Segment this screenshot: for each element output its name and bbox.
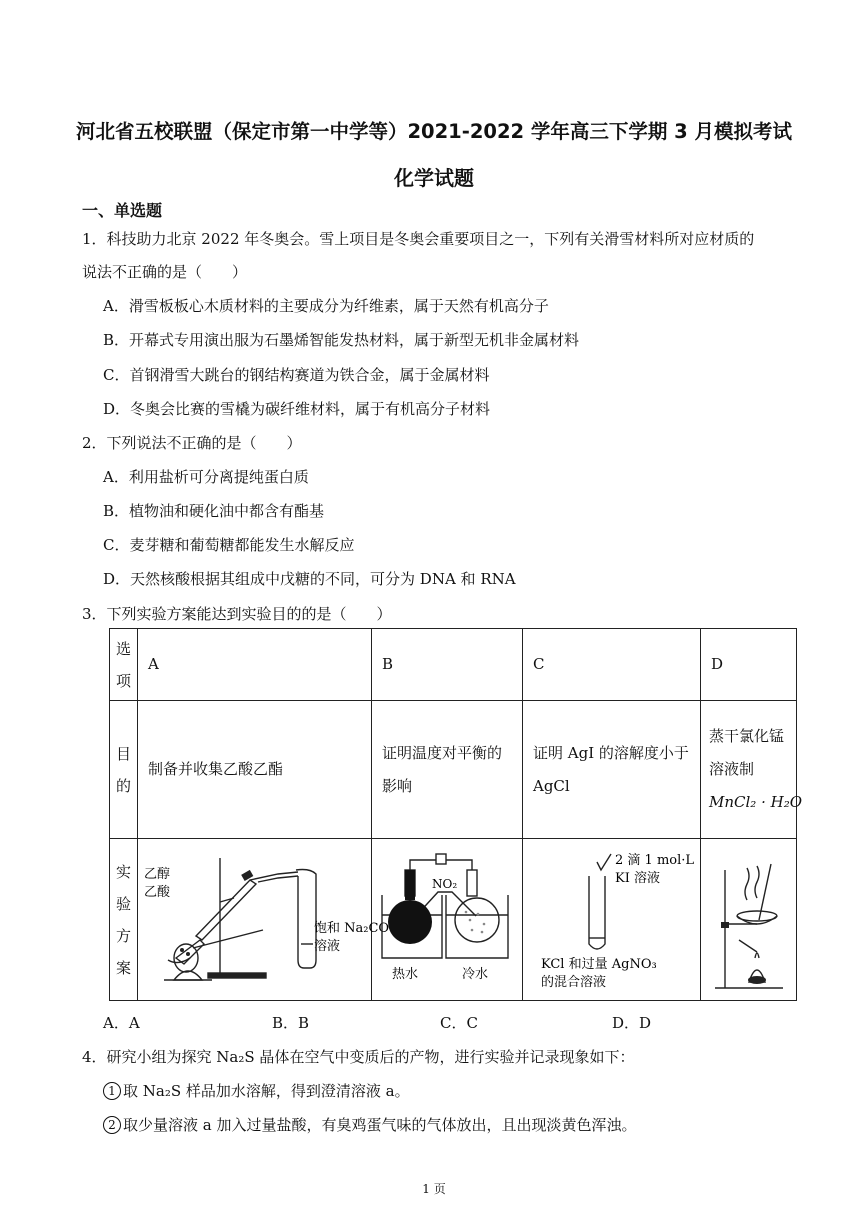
purpose-b: 证明温度对平衡的 影响 xyxy=(372,701,523,839)
svg-text:热水: 热水 xyxy=(392,966,419,982)
q3-answer-a: A．A xyxy=(103,1014,140,1032)
svg-text:乙酸: 乙酸 xyxy=(144,884,171,900)
q3-stem: 3．下列实验方案能达到实验目的的是（ ） xyxy=(82,605,392,623)
q2-stem: 2．下列说法不正确的是（ ） xyxy=(82,434,302,452)
step-number-badge: 1 xyxy=(103,1082,121,1100)
row-header-purpose: 目 的 xyxy=(110,701,138,839)
svg-text:的混合溶液: 的混合溶液 xyxy=(541,974,607,990)
q2-option-a: A．利用盐析可分离提纯蛋白质 xyxy=(103,468,309,486)
svg-text:冷水: 冷水 xyxy=(462,966,489,982)
q1-option-d: D．冬奥会比赛的雪橇为碳纤维材料，属于有机高分子材料 xyxy=(103,400,491,418)
column-c-header: C xyxy=(523,629,701,701)
column-d-header: D xyxy=(701,629,797,701)
q1-stem-line2: 说法不正确的是（ ） xyxy=(82,263,248,281)
row-header-scheme: 实 验 方 案 xyxy=(110,839,138,1001)
ester-apparatus-figure xyxy=(138,840,390,1000)
scheme-c xyxy=(523,839,701,1001)
document-title: 河北省五校联盟（保定市第一中学等）2021-2022 学年高三下学期 3 月模拟考试 xyxy=(75,120,793,143)
no2-flasks-figure xyxy=(372,840,523,1000)
column-b-header: B xyxy=(372,629,523,701)
section-heading: 一、单选题 xyxy=(82,201,163,220)
q2-option-b: B．植物油和硬化油中都含有酯基 xyxy=(103,502,325,520)
document-subtitle: 化学试题 xyxy=(394,166,474,190)
q3-experiment-table xyxy=(109,628,803,1001)
page-footer: 1 页 xyxy=(422,1182,446,1196)
test-tube-figure xyxy=(523,840,701,1000)
q4-step-1: 1 取 Na₂S 样品加水溶解，得到澄清溶液 a。 xyxy=(103,1080,410,1101)
q2-option-c: C．麦芽糖和葡萄糖都能发生水解反应 xyxy=(103,536,355,554)
svg-text:乙醇: 乙醇 xyxy=(144,866,171,882)
svg-text:NO₂: NO₂ xyxy=(432,876,458,891)
evaporation-figure xyxy=(701,840,797,1000)
svg-text:饱和 Na₂CO: 饱和 Na₂CO xyxy=(314,920,390,936)
column-a-header: A xyxy=(138,629,372,701)
q4-stem: 4．研究小组为探究 Na₂S 晶体在空气中变质后的产物，进行实验并记录现象如下： xyxy=(82,1048,635,1066)
scheme-b xyxy=(372,839,523,1001)
scheme-a xyxy=(138,839,390,1001)
q2-option-d: D．天然核酸根据其组成中戊糖的不同，可分为 DNA 和 RNA xyxy=(103,570,516,588)
scheme-d xyxy=(701,839,797,1001)
q1-option-a: A．滑雪板板心木质材料的主要成分为纤维素，属于天然有机高分子 xyxy=(103,297,549,315)
svg-text:溶液: 溶液 xyxy=(314,938,341,954)
q1-option-c: C．首钢滑雪大跳台的钢结构赛道为铁合金，属于金属材料 xyxy=(103,366,490,384)
q4-step-2: 2 取少量溶液 a 加入过量盐酸，有臭鸡蛋气味的气体放出，且出现淡黄色浑浊。 xyxy=(103,1114,636,1135)
table-row-purpose xyxy=(110,701,797,839)
svg-text:2 滴 1 mol·L: 2 滴 1 mol·L xyxy=(615,852,695,868)
purpose-a: 制备并收集乙酸乙酯 xyxy=(138,701,372,839)
purpose-c: 证明 AgI 的溶解度小于 AgCl xyxy=(523,701,701,839)
q3-answer-c: C．C xyxy=(440,1014,478,1032)
svg-text:KCl 和过量 AgNO₃: KCl 和过量 AgNO₃ xyxy=(541,956,657,972)
q1-stem-line1: 1．科技助力北京 2022 年冬奥会。雪上项目是冬奥会重要项目之一，下列有关滑雪材料所对应材质的 xyxy=(82,230,755,248)
row-header-option: 选 项 xyxy=(110,629,138,701)
svg-text:KI 溶液: KI 溶液 xyxy=(615,870,660,886)
table-row-scheme xyxy=(110,839,797,1001)
step-number-badge: 2 xyxy=(103,1116,121,1134)
q3-answer-d: D．D xyxy=(612,1014,652,1032)
q3-answer-b: B．B xyxy=(272,1014,310,1032)
table-row-option xyxy=(110,629,797,701)
q1-option-b: B．开幕式专用演出服为石墨烯智能发热材料，属于新型无机非金属材料 xyxy=(103,331,580,349)
purpose-d: 蒸干氯化锰 溶液制 MnCl₂ · H₂O xyxy=(701,701,797,839)
